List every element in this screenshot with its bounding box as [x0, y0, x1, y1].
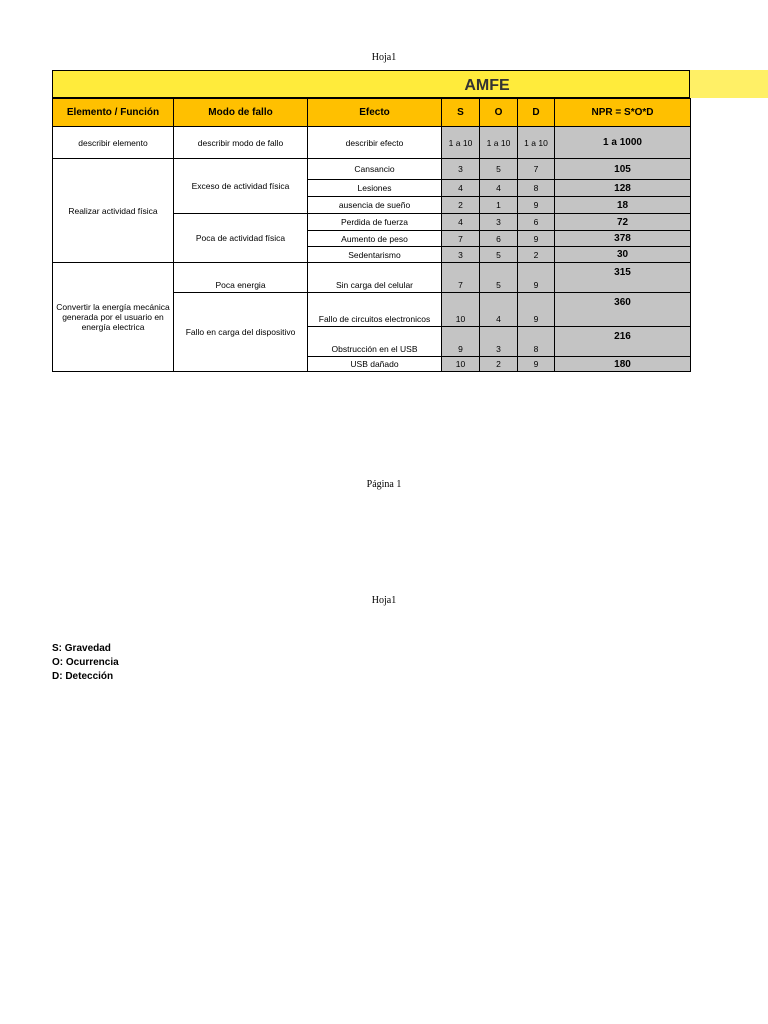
- d-cell: 1 a 10: [518, 127, 555, 159]
- npr-cell: 180: [555, 357, 691, 372]
- effect-cell: Aumento de peso: [308, 231, 442, 247]
- d-cell: 9: [518, 231, 555, 247]
- s-cell: 3: [442, 159, 480, 180]
- mode-cell: Exceso de actividad física: [174, 159, 308, 214]
- npr-cell: 30: [555, 247, 691, 263]
- s-cell: 7: [442, 263, 480, 293]
- npr-cell: 18: [555, 197, 691, 214]
- effect-cell: describir efecto: [308, 127, 442, 159]
- table-title: AMFE: [464, 77, 510, 94]
- s-cell: 9: [442, 327, 480, 357]
- header-s: S: [442, 99, 480, 127]
- header-effect: Efecto: [308, 99, 442, 127]
- header-d: D: [518, 99, 555, 127]
- s-cell: 4: [442, 214, 480, 231]
- legend-item-o: O: Ocurrencia: [52, 657, 119, 668]
- mode-cell: Poca de actividad física: [174, 214, 308, 263]
- o-cell: 2: [480, 357, 518, 372]
- o-cell: 4: [480, 293, 518, 327]
- s-cell: 3: [442, 247, 480, 263]
- s-cell: 1 a 10: [442, 127, 480, 159]
- d-cell: 9: [518, 197, 555, 214]
- o-cell: 1: [480, 197, 518, 214]
- o-cell: 5: [480, 247, 518, 263]
- npr-cell: 105: [555, 159, 691, 180]
- o-cell: 3: [480, 214, 518, 231]
- o-cell: 6: [480, 231, 518, 247]
- effect-cell: Obstrucción en el USB: [308, 327, 442, 357]
- npr-cell: 360: [555, 293, 691, 327]
- page-header: Hoja1: [371, 52, 397, 63]
- table-row: [53, 159, 691, 180]
- element-cell: Realizar actividad física: [53, 159, 174, 263]
- effect-cell: ausencia de sueño: [308, 197, 442, 214]
- d-cell: 8: [518, 327, 555, 357]
- element-cell: describir elemento: [53, 127, 174, 159]
- legend-item-d: D: Detección: [52, 671, 114, 682]
- legend-item-s: S: Gravedad: [52, 643, 111, 654]
- effect-cell: Perdida de fuerza: [308, 214, 442, 231]
- mode-cell: Fallo en carga del dispositivo: [174, 293, 308, 372]
- o-cell: 5: [480, 159, 518, 180]
- npr-cell: 1 a 1000: [555, 127, 691, 159]
- d-cell: 9: [518, 293, 555, 327]
- page-footer: Página 1: [366, 479, 402, 490]
- table-row: [53, 127, 691, 159]
- d-cell: 2: [518, 247, 555, 263]
- legend: [52, 642, 119, 684]
- s-cell: 4: [442, 180, 480, 197]
- table-row: [53, 263, 691, 293]
- d-cell: 9: [518, 357, 555, 372]
- s-cell: 7: [442, 231, 480, 247]
- mode-cell: describir modo de fallo: [174, 127, 308, 159]
- effect-cell: Fallo de circuitos electronicos: [308, 293, 442, 327]
- header-o: O: [480, 99, 518, 127]
- header-npr: NPR = S*O*D: [555, 99, 691, 127]
- d-cell: 6: [518, 214, 555, 231]
- s-cell: 10: [442, 293, 480, 327]
- effect-cell: Sedentarismo: [308, 247, 442, 263]
- s-cell: 10: [442, 357, 480, 372]
- npr-cell: 72: [555, 214, 691, 231]
- mode-cell: Poca energia: [174, 263, 308, 293]
- effect-cell: USB dañado: [308, 357, 442, 372]
- npr-cell: 128: [555, 180, 691, 197]
- header-row: [53, 99, 691, 127]
- o-cell: 3: [480, 327, 518, 357]
- effect-cell: Sin carga del celular: [308, 263, 442, 293]
- d-cell: 8: [518, 180, 555, 197]
- npr-cell: 378: [555, 231, 691, 247]
- o-cell: 4: [480, 180, 518, 197]
- effect-cell: Cansancio: [308, 159, 442, 180]
- npr-cell: 315: [555, 263, 691, 293]
- o-cell: 5: [480, 263, 518, 293]
- effect-cell: Lesiones: [308, 180, 442, 197]
- header-mode: Modo de fallo: [174, 99, 308, 127]
- page-header-2: Hoja1: [371, 595, 397, 606]
- title-band-extension: [690, 70, 768, 98]
- amfe-table: [52, 98, 691, 372]
- d-cell: 7: [518, 159, 555, 180]
- element-cell: Convertir la energía mecánica generada por el usuario en energía electrica: [53, 263, 174, 372]
- npr-cell: 216: [555, 327, 691, 357]
- header-element: Elemento / Función: [53, 99, 174, 127]
- s-cell: 2: [442, 197, 480, 214]
- o-cell: 1 a 10: [480, 127, 518, 159]
- d-cell: 9: [518, 263, 555, 293]
- table-title-row: [52, 70, 690, 98]
